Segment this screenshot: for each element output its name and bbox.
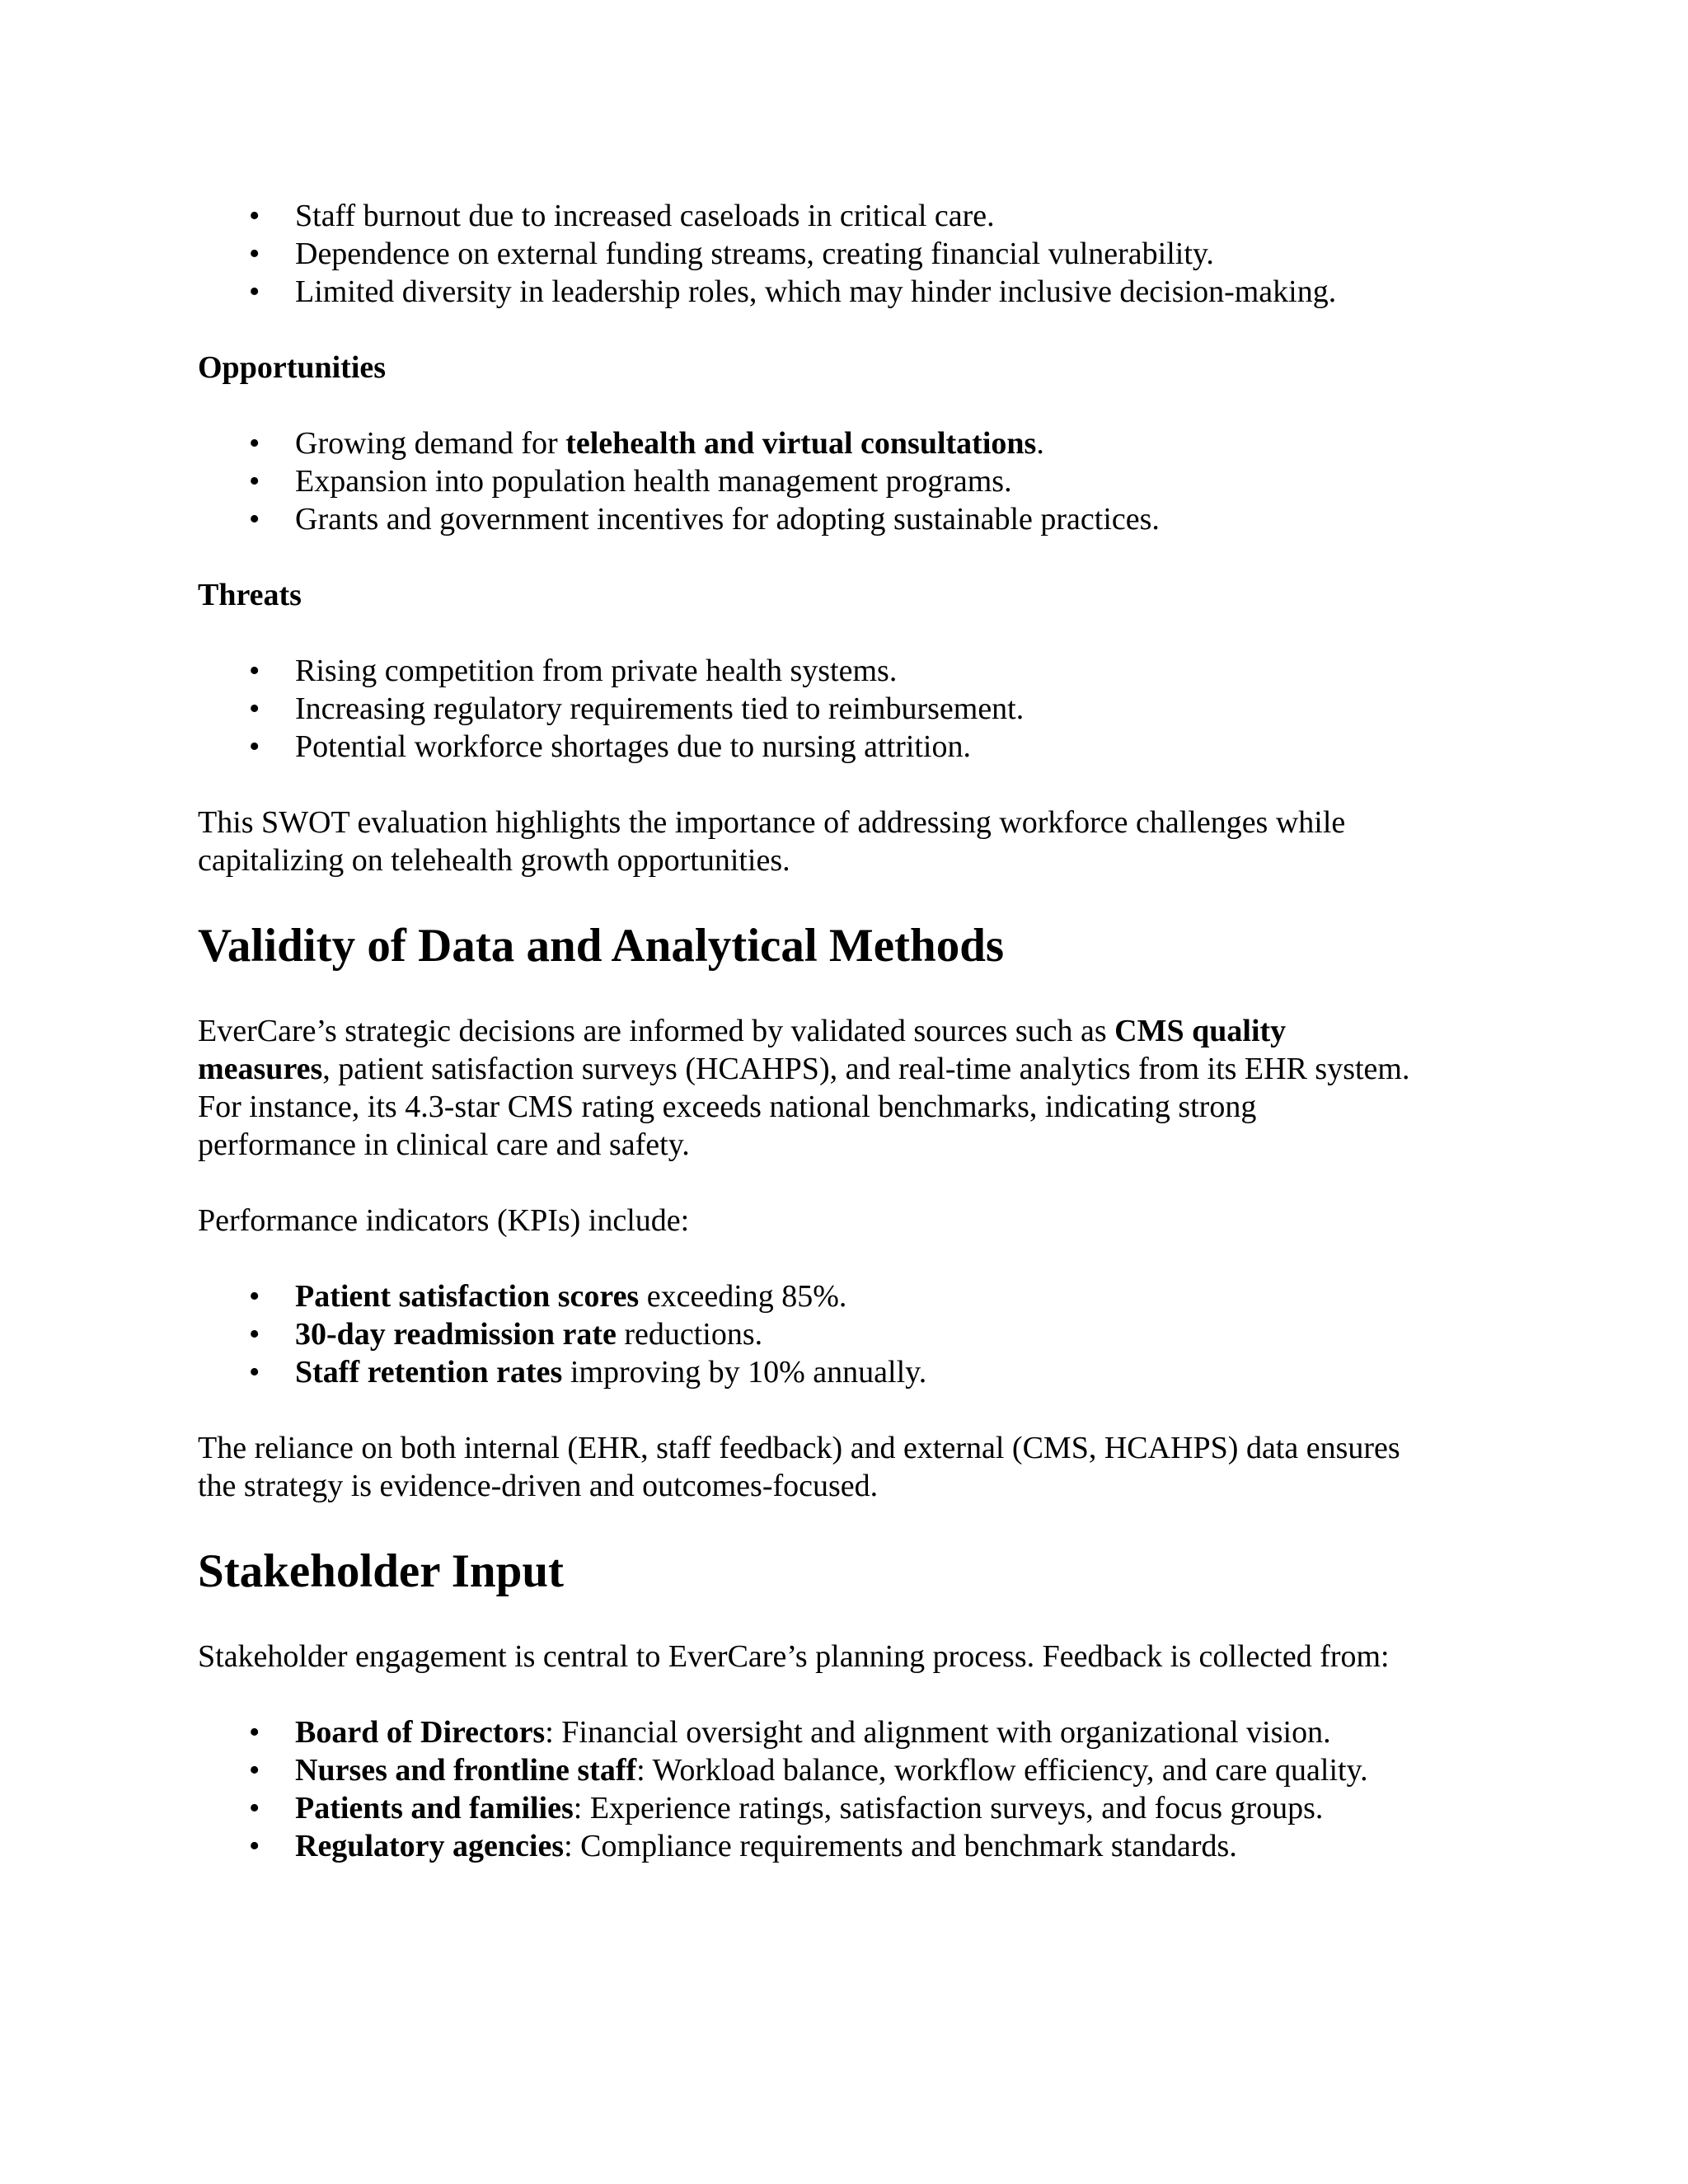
bullet-icon: • xyxy=(249,1753,260,1788)
stakeholder-heading: Stakeholder Input xyxy=(198,1545,565,1597)
list-item: • Potential workforce shortages due to nursing attrition. xyxy=(249,729,971,764)
validity-paragraph: EverCare’s strategic decisions are informed by validated sources such as CMS quality measures, patient satisfaction surveys (HCAHPS), and real-time analytics from its EHR system. For instance, its 4.3-star CMS rating exceeds national benchmarks, indicating strong performance in clinical care and safety. xyxy=(198,1014,1410,1162)
validity-heading: Validity of Data and Analytical Methods xyxy=(198,920,1005,972)
list-item: • Grants and government incentives for adopting sustainable practices. xyxy=(249,502,1160,537)
stakeholder-list xyxy=(198,1713,1368,1865)
bullet-icon: • xyxy=(249,1279,260,1314)
bullet-icon: • xyxy=(249,654,260,688)
list-item: • 30-day readmission rate reductions. xyxy=(249,1317,763,1352)
bullet-icon: • xyxy=(249,502,260,537)
list-item: • Expansion into population health management programs. xyxy=(249,464,1012,499)
threats-heading: Threats xyxy=(198,578,302,612)
list-item: • Patient satisfaction scores exceeding 85%. xyxy=(249,1279,847,1314)
weaknesses-list xyxy=(198,197,1336,311)
list-item: • Dependence on external funding streams, creating financial vulnerability. xyxy=(249,237,1214,271)
list-item: • Regulatory agencies: Compliance requirements and benchmark standards. xyxy=(249,1829,1237,1863)
kpi-intro: Performance indicators (KPIs) include: xyxy=(198,1203,690,1238)
opportunities-list xyxy=(198,424,1160,538)
bullet-icon: • xyxy=(249,1317,260,1352)
bullet-icon: • xyxy=(249,1829,260,1863)
swot-summary-paragraph: This SWOT evaluation highlights the importance of addressing workforce challenges while capitalizing on telehealth growth opportunities. xyxy=(198,805,1346,878)
stakeholder-intro: Stakeholder engagement is central to EverCare’s planning process. Feedback is collected from: xyxy=(198,1639,1390,1674)
list-item: • Board of Directors: Financial oversight and alignment with organizational vision. xyxy=(249,1715,1331,1750)
bullet-icon: • xyxy=(249,1355,260,1390)
bullet-icon: • xyxy=(249,691,260,726)
bullet-icon: • xyxy=(249,237,260,271)
opportunities-heading: Opportunities xyxy=(198,350,387,385)
list-item: • Limited diversity in leadership roles, which may hinder inclusive decision-making. xyxy=(249,274,1337,309)
list-item: • Staff retention rates improving by 10% annually. xyxy=(249,1355,927,1390)
bullet-icon: • xyxy=(249,464,260,499)
list-item: • Staff burnout due to increased caseloads in critical care. xyxy=(249,199,995,233)
bullet-icon: • xyxy=(249,199,260,233)
bullet-icon: • xyxy=(249,274,260,309)
bullet-icon: • xyxy=(249,426,260,461)
data-reliance-paragraph: The reliance on both internal (EHR, staff feedback) and external (CMS, HCAHPS) data ensures the strategy is evidence-driven and outcomes-focused. xyxy=(198,1431,1400,1503)
list-item: • Patients and families: Experience ratings, satisfaction surveys, and focus groups. xyxy=(249,1791,1324,1825)
bullet-icon: • xyxy=(249,1791,260,1825)
list-item: • Nurses and frontline staff: Workload balance, workflow efficiency, and care quality. xyxy=(249,1753,1368,1788)
list-item: • Growing demand for telehealth and virtual consultations. xyxy=(249,426,1044,461)
threats-list xyxy=(198,652,1024,766)
kpi-list xyxy=(198,1277,926,1391)
bullet-icon: • xyxy=(249,729,260,764)
bullet-icon: • xyxy=(249,1715,260,1750)
list-item: • Rising competition from private health systems. xyxy=(249,654,898,688)
list-item: • Increasing regulatory requirements tied to reimbursement. xyxy=(249,691,1025,726)
